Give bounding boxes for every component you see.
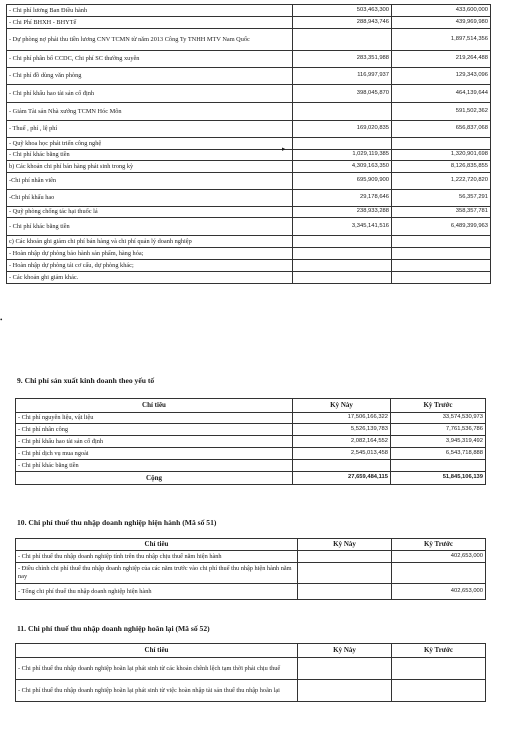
- current-period-value: 5,526,139,783: [293, 424, 391, 436]
- previous-period-value: 56,357,291: [392, 190, 491, 207]
- table-row: [16, 460, 486, 472]
- current-period-value: 288,943,746: [293, 17, 392, 29]
- section-11-title: 11. Chi phí thuế thu nhập doanh nghiệp hoãn lại (Mã số 52): [17, 624, 210, 633]
- row-label: - Quỹ phòng chống tác hại thuốc lá: [7, 207, 293, 218]
- current-period-value: 2,545,013,458: [293, 448, 391, 460]
- previous-period-value: 1,222,720,820: [392, 173, 491, 190]
- total-label: Cộng: [16, 472, 293, 485]
- column-header: Chỉ tiêu: [16, 539, 298, 551]
- current-period-value: 3,345,141,516: [293, 218, 392, 236]
- row-label: -Chi phí khấu hao: [7, 190, 293, 207]
- row-label: - Chi phí thuế thu nhập doanh nghiệp tính trên thu nhập chịu thuế năm hiện hành: [16, 551, 298, 563]
- previous-period-value: 1,320,901,698: [392, 150, 491, 161]
- margin-mark: ▸: [282, 145, 286, 153]
- table-row: [7, 85, 491, 103]
- row-label: c) Các khoản ghi giảm chi phí bán hàng và chi phí quản lý doanh nghiệp: [7, 236, 293, 248]
- previous-period-value: 402,653,000: [392, 584, 486, 600]
- current-period-value: [293, 272, 392, 284]
- current-period-value: [298, 551, 392, 563]
- previous-period-value: 33,574,530,973: [391, 413, 486, 424]
- row-label: - Chi phí lương Ban Điều hành: [7, 5, 293, 17]
- row-label: - Thuế , phí , lệ phí: [7, 121, 293, 138]
- column-header: Kỳ Trước: [392, 539, 486, 551]
- table-row: [7, 29, 491, 51]
- table-row: [16, 584, 486, 600]
- table-row: [7, 207, 491, 218]
- table-row: [7, 5, 491, 17]
- previous-period-value: [392, 138, 491, 150]
- table-row: [16, 551, 486, 563]
- column-header: Chỉ tiêu: [16, 644, 298, 658]
- row-label: -Chi phí nhân viên: [7, 173, 293, 190]
- row-label: - Hoàn nhập dự phòng bảo hành sản phẩm, hàng hóa;: [7, 248, 293, 260]
- previous-period-value: [392, 236, 491, 248]
- row-label: - Quỹ khoa học phát triển công nghệ: [7, 138, 293, 150]
- previous-period-value: [392, 248, 491, 260]
- previous-period-value: 3,945,319,492: [391, 436, 486, 448]
- previous-period-value: [392, 658, 486, 680]
- current-period-value: 1,029,119,385: [293, 150, 392, 161]
- row-label: - Chi phí khác bằng tiền: [7, 150, 293, 161]
- row-label: - Dự phòng nợ phải thu tiền lương CNV TCMN từ năm 2013 Công Ty TNHH MTV Nam Quốc: [7, 29, 293, 51]
- row-label: - Chi phí đồ dùng văn phòng: [7, 68, 293, 85]
- table-row: [7, 17, 491, 29]
- row-label: - Tổng chi phí thuế thu nhập doanh nghiệp hiện hành: [16, 584, 298, 600]
- total-current: 27,659,484,115: [293, 472, 391, 485]
- column-header: Kỳ Trước: [391, 399, 486, 413]
- row-label: - Các khoản ghi giảm khác.: [7, 272, 293, 284]
- total-previous: 51,845,106,139: [391, 472, 486, 485]
- table-row: [7, 150, 491, 161]
- table-row: [7, 103, 491, 121]
- current-period-value: 2,082,164,552: [293, 436, 391, 448]
- row-label: - Chi phí thuế thu nhập doanh nghiệp hoãn lại phát sinh từ các khoản chênh lệch tạm thời phải chịu thuế: [16, 658, 298, 680]
- current-period-value: [298, 584, 392, 600]
- current-period-value: [293, 29, 392, 51]
- table-row: [7, 68, 491, 85]
- row-label: - Chi phí khác bằng tiền: [7, 218, 293, 236]
- row-label: - Chi Phí BHXH - BHYTế: [7, 17, 293, 29]
- current-period-value: 503,463,300: [293, 5, 392, 17]
- table-row: [7, 121, 491, 138]
- previous-period-value: 591,502,362: [392, 103, 491, 121]
- row-label: - Chi phí khác bằng tiền: [16, 460, 293, 472]
- current-period-value: 116,997,937: [293, 68, 392, 85]
- column-header: Kỳ Này: [293, 399, 391, 413]
- column-header: Kỳ Này: [298, 644, 392, 658]
- previous-period-value: 464,139,644: [392, 85, 491, 103]
- row-label: - Chi phí khấu hao tài sản cố định: [7, 85, 293, 103]
- current-period-value: [293, 260, 392, 272]
- previous-period-value: [392, 680, 486, 702]
- row-label: - Chi phí dịch vụ mua ngoài: [16, 448, 293, 460]
- current-period-value: [293, 248, 392, 260]
- row-label: - Chi phí nhân công: [16, 424, 293, 436]
- previous-period-value: 439,969,980: [392, 17, 491, 29]
- table-row: [7, 173, 491, 190]
- current-period-value: 4,309,163,350: [293, 161, 392, 173]
- column-header: Chỉ tiêu: [16, 399, 293, 413]
- previous-period-value: 433,600,000: [392, 5, 491, 17]
- table-row: [7, 260, 491, 272]
- row-label: - Chi phí khấu hao tài sản cố định: [16, 436, 293, 448]
- margin-mark: •: [0, 316, 3, 324]
- row-label: - Chi phí thuế thu nhập doanh nghiệp hoãn lại phát sinh từ việc hoàn nhập tài sản thuế thu nhập hoãn lại: [16, 680, 298, 702]
- table-row: [16, 563, 486, 584]
- table-row: [16, 424, 486, 436]
- current-period-value: [298, 680, 392, 702]
- previous-period-value: 656,837,068: [392, 121, 491, 138]
- table-row: [7, 190, 491, 207]
- previous-period-value: 358,357,781: [392, 207, 491, 218]
- row-label: - Chi phí nguyên liệu, vật liệu: [16, 413, 293, 424]
- table-row: [7, 248, 491, 260]
- current-period-value: 29,178,646: [293, 190, 392, 207]
- previous-period-value: 6,489,399,963: [392, 218, 491, 236]
- row-label: b) Các khoản chi phí bán hàng phát sinh trong kỳ: [7, 161, 293, 173]
- expense-detail-table: [6, 4, 491, 284]
- table-row: [16, 658, 486, 680]
- previous-period-value: 7,761,536,786: [391, 424, 486, 436]
- previous-period-value: 402,653,000: [392, 551, 486, 563]
- section-10-table: [15, 538, 486, 600]
- table-row: [7, 218, 491, 236]
- previous-period-value: 219,264,488: [392, 51, 491, 68]
- table-row: [7, 272, 491, 284]
- section-11-table: [15, 643, 486, 702]
- current-period-value: [293, 138, 392, 150]
- table-row: [7, 138, 491, 150]
- section-9-table: [15, 398, 486, 485]
- row-label: - Giảm Tài sản Nhà xưởng TCMN Hóc Môn: [7, 103, 293, 121]
- column-header: Kỳ Trước: [392, 644, 486, 658]
- current-period-value: 398,045,870: [293, 85, 392, 103]
- previous-period-value: [392, 272, 491, 284]
- previous-period-value: [391, 460, 486, 472]
- row-label: - Điều chỉnh chi phí thuế thu nhập doanh nghiệp của các năm trước vào chi phí thuế thu nhập hiện hành năm nay: [16, 563, 298, 584]
- column-header: Kỳ Này: [298, 539, 392, 551]
- table-row: [16, 680, 486, 702]
- table-row: [16, 448, 486, 460]
- current-period-value: 169,020,835: [293, 121, 392, 138]
- current-period-value: [293, 460, 391, 472]
- section-10-title: 10. Chi phí thuế thu nhập doanh nghiệp hiện hành (Mã số 51): [17, 518, 217, 527]
- current-period-value: 17,506,166,322: [293, 413, 391, 424]
- current-period-value: 695,909,900: [293, 173, 392, 190]
- row-label: - Chi phí phân bổ CCDC, Chi phí SC thường xuyên: [7, 51, 293, 68]
- current-period-value: 283,351,988: [293, 51, 392, 68]
- previous-period-value: [392, 260, 491, 272]
- previous-period-value: [392, 563, 486, 584]
- current-period-value: [298, 563, 392, 584]
- previous-period-value: 6,543,718,888: [391, 448, 486, 460]
- table-row: [16, 436, 486, 448]
- table-row: [7, 161, 491, 173]
- previous-period-value: 1,897,514,356: [392, 29, 491, 51]
- current-period-value: [293, 236, 392, 248]
- table-row: [16, 413, 486, 424]
- table-row: [7, 236, 491, 248]
- table-row: [7, 51, 491, 68]
- row-label: - Hoàn nhập dự phòng tái cơ cấu, dự phòng khác;: [7, 260, 293, 272]
- previous-period-value: 129,343,096: [392, 68, 491, 85]
- current-period-value: [293, 103, 392, 121]
- section-9-title: 9. Chi phí sản xuất kinh doanh theo yếu tố: [17, 376, 155, 385]
- current-period-value: 238,933,288: [293, 207, 392, 218]
- current-period-value: [298, 658, 392, 680]
- previous-period-value: 8,126,835,855: [392, 161, 491, 173]
